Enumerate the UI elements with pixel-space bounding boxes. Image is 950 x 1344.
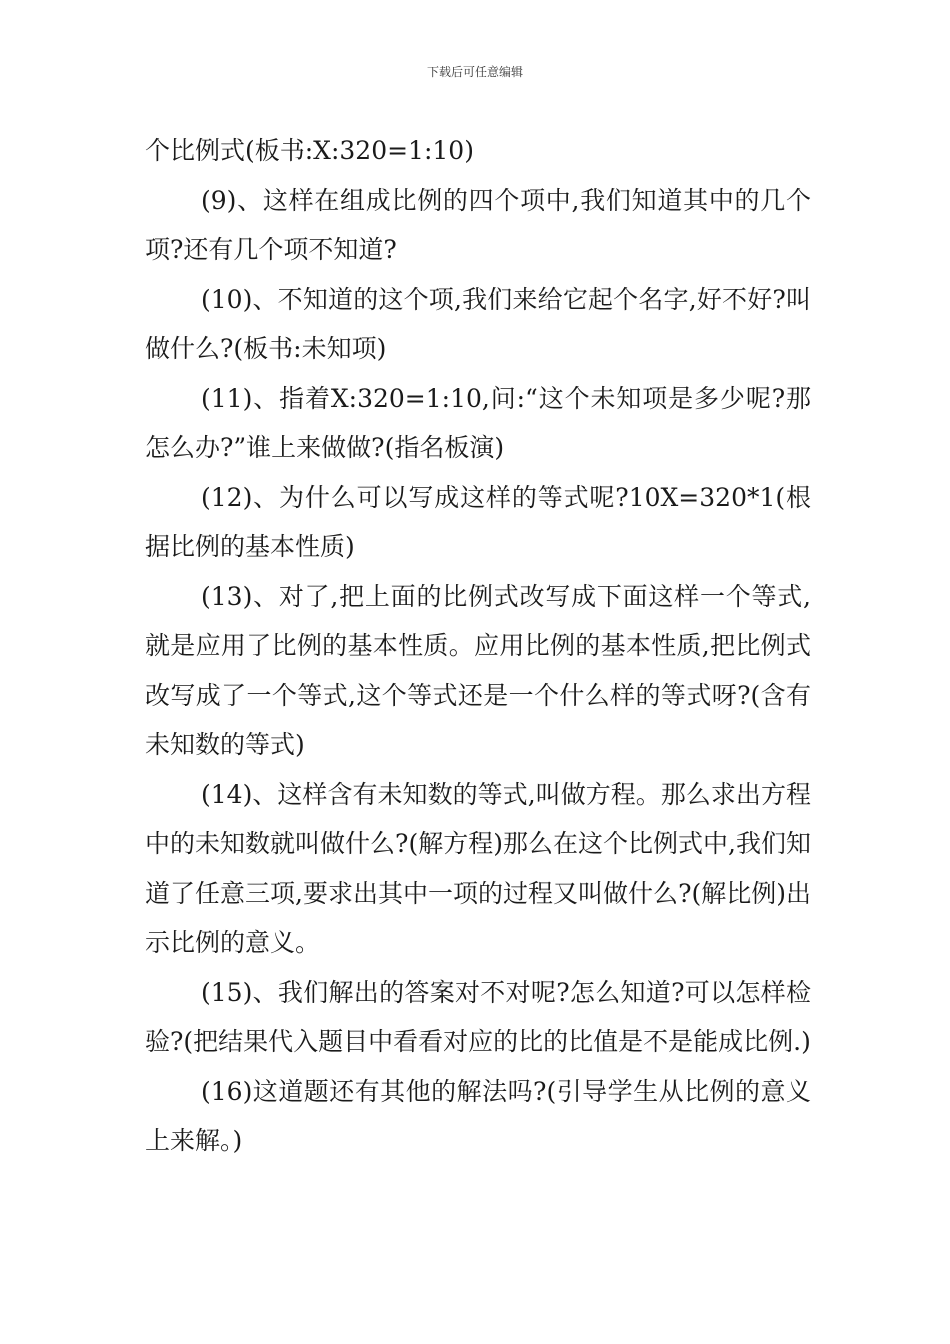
paragraph-16: (16)这道题还有其他的解法吗?(引导学生从比例的意义上来解。) [145, 1076, 811, 1155]
paragraph-1: 个比例式(板书:X:320=1:10) [145, 136, 474, 165]
paragraph-11: (11)、指着X:320=1:10,问:“这个未知项是多少呢?那怎么办?”谁上来做做?(指名板演) [145, 383, 811, 462]
paragraph-15: (15)、我们解出的答案对不对呢?怎么知道?可以怎样检验?(把结果代入题目中看看对应的比的比值是不是能成比例.) [145, 977, 811, 1056]
page-header: 下载后可任意编辑 [426, 65, 523, 79]
paragraph-13: (13)、对了,把上面的比例式改写成下面这样一个等式,就是应用了比例的基本性质。应用比例的基本性质,把比例式改写成了一个等式,这个等式还是一个什么样的等式呀?(含有未知数的等式) [145, 581, 811, 759]
paragraph-14: (14)、这样含有未知数的等式,叫做方程。那么求出方程中的未知数就叫做什么?(解方程)那么在这个比例式中,我们知道了任意三项,要求出其中一项的过程又叫做什么?(解比例)出示比例的意义。 [145, 779, 811, 957]
document-body [145, 126, 811, 1166]
paragraph-12: (12)、为什么可以写成这样的等式呢?10X=320*1(根据比例的基本性质) [145, 482, 811, 561]
paragraph-9: (9)、这样在组成比例的四个项中,我们知道其中的几个项?还有几个项不知道? [145, 185, 811, 264]
paragraph-10: (10)、不知道的这个项,我们来给它起个名字,好不好?叫做什么?(板书:未知项) [145, 284, 811, 363]
